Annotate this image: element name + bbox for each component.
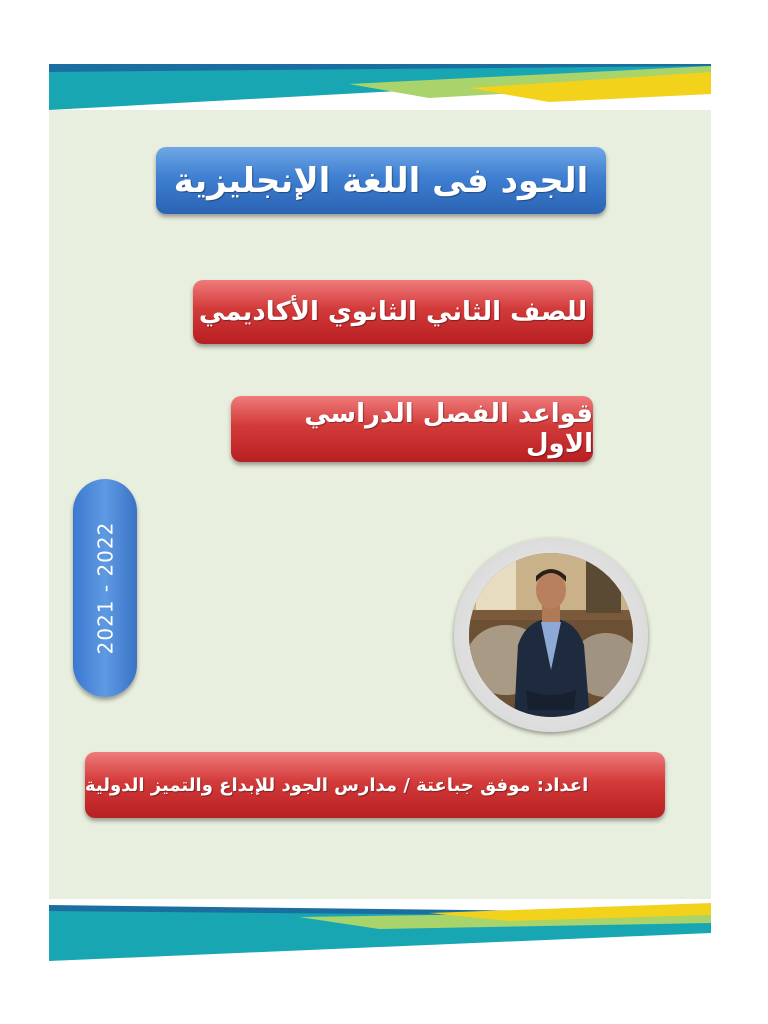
year-pill xyxy=(73,479,137,697)
author-box xyxy=(85,752,665,818)
cover-page xyxy=(49,64,711,961)
author-line: اعداد: موفق جباعتة / مدارس الجود للإبداع والتميز الدولية xyxy=(85,774,589,796)
top-decorative-band xyxy=(49,64,711,110)
grade-label: للصف الثاني الثانوي الأكاديمي xyxy=(198,297,588,327)
year-label: 2021 - 2022 xyxy=(93,521,118,655)
main-title: الجود فى اللغة الإنجليزية xyxy=(173,160,589,201)
subject-box xyxy=(231,396,593,462)
main-title-box xyxy=(156,147,606,214)
subject-label: قواعد الفصل الدراسي الاول xyxy=(304,399,593,459)
author-photo xyxy=(466,550,636,720)
author-photo-frame xyxy=(454,538,648,732)
grade-box xyxy=(193,280,593,344)
bottom-decorative-band xyxy=(49,899,711,961)
